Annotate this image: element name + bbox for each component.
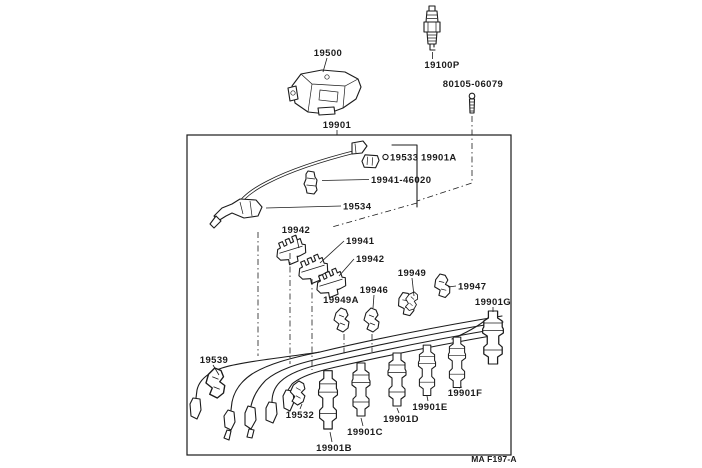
- boot-19901d-drawing: [388, 353, 406, 406]
- label-comb-1: 19942: [281, 225, 311, 236]
- coil-cord-drawing: [210, 141, 367, 228]
- label-cord-set: 19901: [322, 120, 352, 131]
- leader-19532: [300, 404, 302, 409]
- label-coil: 19500: [313, 48, 343, 59]
- leader-19941-46020: [322, 180, 369, 181]
- label-clamp-top: 19533: [390, 152, 419, 164]
- label-clip-right: 19947: [458, 281, 487, 293]
- leader-19946: [373, 295, 374, 308]
- bolt-drawing: [469, 93, 475, 113]
- clip-19949a-drawing: [334, 308, 349, 332]
- label-clip-left: 19539: [199, 355, 229, 366]
- leader-19901b: [330, 432, 332, 442]
- clip-19946-drawing: [364, 308, 379, 332]
- label-cord-g: 19901G: [474, 297, 512, 308]
- label-cord-b: 19901B: [316, 443, 352, 454]
- label-cord-f: 19901F: [447, 388, 483, 399]
- label-cord-c: 19901C: [347, 427, 383, 438]
- leader-19901d: [397, 408, 399, 413]
- boot-19901c-drawing: [352, 363, 370, 416]
- boot-19901e-drawing: [418, 345, 435, 395]
- label-boot-top: 19534: [343, 201, 372, 213]
- label-cord-a: 19901A: [421, 152, 457, 164]
- label-clip-a: 19949A: [323, 295, 359, 306]
- boot-19901f-drawing: [448, 337, 465, 387]
- clamp-19533-drawing: [360, 152, 380, 171]
- clip-19539-drawing: [206, 368, 225, 398]
- spark-plug-drawing: [424, 6, 440, 50]
- label-spark-plug: 19100P: [424, 60, 460, 71]
- label-clip-mid: 19946: [359, 285, 389, 296]
- label-bolt: 80105-06079: [442, 79, 504, 90]
- leader-19901e: [427, 396, 428, 401]
- label-cord-d: 19901D: [383, 414, 419, 425]
- ring-19533: [383, 154, 388, 159]
- leader-19901c: [361, 418, 363, 426]
- label-clip-pair: 19949: [397, 268, 427, 279]
- leader-19941: [320, 241, 344, 263]
- label-comb-2: 19941: [346, 236, 375, 247]
- holder-19941-46020-drawing: [304, 171, 317, 194]
- ignition-coil-drawing: [288, 70, 361, 115]
- label-cord-e: 19901E: [412, 402, 448, 413]
- label-holder-no: 19941-46020: [371, 175, 432, 186]
- leader-19942b: [339, 259, 354, 276]
- figure-code: MA F197-A: [471, 454, 517, 464]
- clip-19947-drawing: [433, 273, 451, 299]
- label-clip-low: 19532: [285, 410, 315, 421]
- label-comb-3: 19942: [356, 254, 385, 265]
- boot-19901b-drawing: [319, 371, 338, 429]
- leader-19534: [266, 206, 341, 208]
